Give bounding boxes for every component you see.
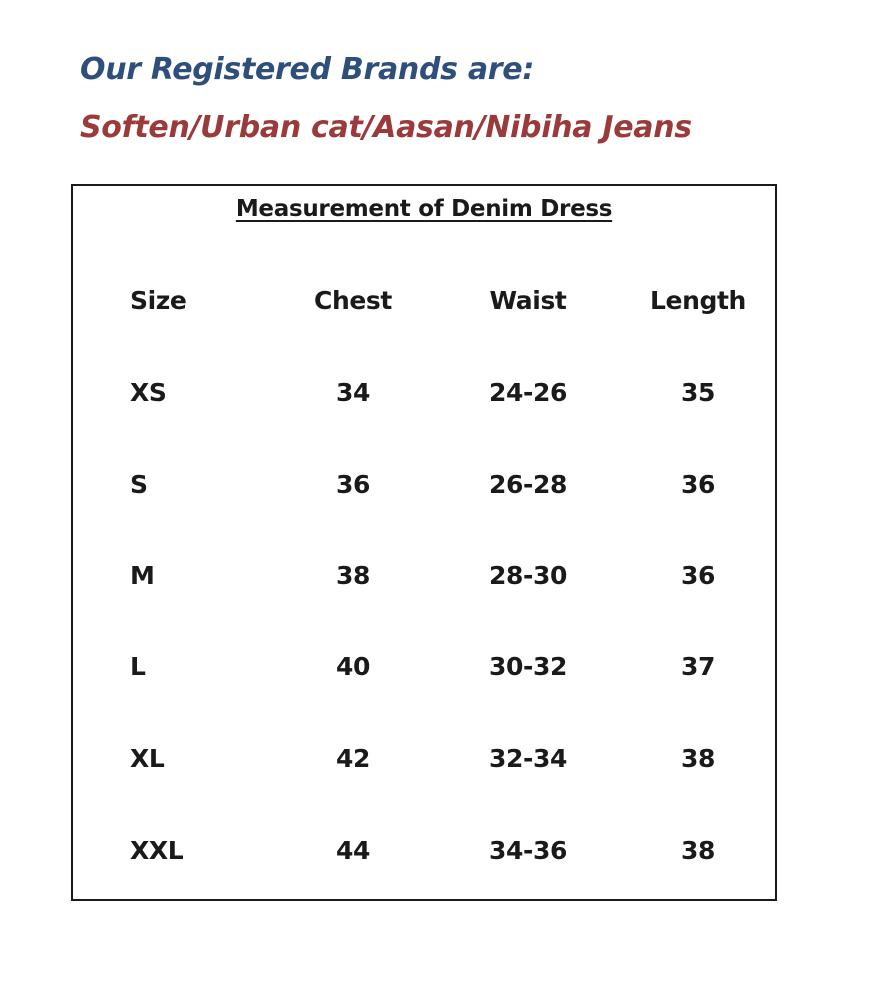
header-waist: Waist (489, 286, 567, 315)
cell-length: 36 (681, 470, 715, 499)
cell-chest: 40 (336, 652, 370, 681)
cell-waist: 26-28 (489, 470, 567, 499)
cell-waist: 34-36 (489, 836, 567, 865)
header-chest: Chest (314, 286, 392, 315)
cell-length: 36 (681, 561, 715, 590)
cell-size: M (130, 561, 155, 590)
size-chart-table (71, 184, 777, 901)
cell-length: 38 (681, 744, 715, 773)
cell-waist: 28-30 (489, 561, 567, 590)
header-size: Size (130, 286, 187, 315)
cell-size: S (130, 470, 148, 499)
cell-size: L (130, 652, 146, 681)
cell-waist: 24-26 (489, 378, 567, 407)
cell-chest: 34 (336, 378, 370, 407)
cell-chest: 36 (336, 470, 370, 499)
cell-chest: 42 (336, 744, 370, 773)
table-title: Measurement of Denim Dress (235, 196, 613, 222)
cell-length: 35 (681, 378, 715, 407)
cell-waist: 30-32 (489, 652, 567, 681)
cell-size: XL (130, 744, 165, 773)
cell-size: XS (130, 378, 167, 407)
brands-heading: Our Registered Brands are: (80, 52, 535, 87)
cell-length: 37 (681, 652, 715, 681)
header-length: Length (650, 286, 746, 315)
cell-length: 38 (681, 836, 715, 865)
cell-waist: 32-34 (489, 744, 567, 773)
cell-chest: 44 (336, 836, 370, 865)
cell-chest: 38 (336, 561, 370, 590)
brands-list: Soften/Urban cat/Aasan/Nibiha Jeans (80, 110, 692, 145)
cell-size: XXL (130, 836, 184, 865)
